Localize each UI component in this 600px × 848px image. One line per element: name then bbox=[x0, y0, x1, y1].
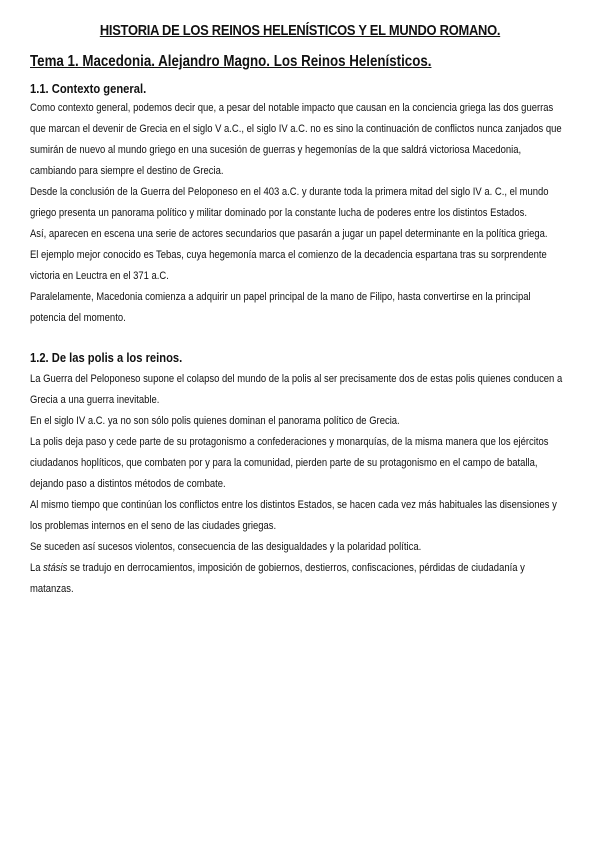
section-heading-contexto: 1.1. Contexto general. bbox=[30, 81, 147, 96]
paragraph: La polis deja paso y cede parte de su protagonismo a confederaciones y monarquías, de la misma manera que los ejércitos ciudadanos hoplíticos, que combaten por y para la comunidad, pierden parte de su protagonismo en el campo de batalla, dejando paso a distintos métodos de combate. bbox=[30, 436, 549, 490]
paragraph: Al mismo tiempo que continúan los conflictos entre los distintos Estados, se hacen cada vez más habituales las disensiones y los problemas internos en el seno de las ciudades griegas. bbox=[30, 499, 557, 532]
paragraph-stasis bbox=[30, 558, 568, 600]
italic-term: stásis bbox=[43, 562, 68, 574]
paragraph: La Guerra del Peloponeso supone el colapso del mundo de la polis al ser precisamente dos de estas polis quienes conducen a Grecia a una guerra inevitable. bbox=[30, 373, 563, 406]
paragraph: Desde la conclusión de la Guerra del Peloponeso en el 403 a.C. y durante toda la primera mitad del siglo IV a. C., el mundo griego presenta un panorama político y militar dominado por la constante lucha de poderes entre los distintos Estados. bbox=[30, 186, 549, 219]
text-span: se tradujo en derrocamientos, imposición de gobiernos, destierros, confiscaciones, pérdidas de ciudadanía y matanzas. bbox=[30, 562, 525, 595]
section-heading-polis: 1.2. De las polis a los reinos. bbox=[30, 350, 183, 365]
paragraph: El ejemplo mejor conocido es Tebas, cuya hegemonía marca el comienzo de la decadencia espartana tras su sorprendente victoria en Leuctra en el 371 a.C. bbox=[30, 249, 547, 282]
text-span: La bbox=[30, 562, 44, 574]
paragraph: Como contexto general, podemos decir que, a pesar del notable impacto que causan en la conciencia griega las dos guerras que marcan el devenir de Grecia en el siglo V a.C., el siglo IV a.C. no es sino la continuación de conflictos nunca zanjados que sumirán de nuevo al mundo griego en una sucesión de guerras y hegemonías de la que saldrá victoriosa Macedonia, cambiando para siempre el destino de Grecia. bbox=[30, 102, 562, 177]
paragraph: Se suceden así sucesos violentos, consecuencia de las desigualdades y la polaridad política. bbox=[30, 541, 422, 553]
paragraph: Paralelamente, Macedonia comienza a adquirir un papel principal de la mano de Filipo, hasta convertirse en la principal potencia del momento. bbox=[30, 291, 531, 324]
paragraph: En el siglo IV a.C. ya no son sólo polis quienes dominan el panorama político de Grecia. bbox=[30, 415, 400, 427]
document-title: HISTORIA DE LOS REINOS HELENÍSTICOS Y EL MUNDO ROMANO. bbox=[99, 22, 501, 39]
tema-heading: Tema 1. Macedonia. Alejandro Magno. Los Reinos Helenísticos. bbox=[30, 53, 432, 70]
paragraph: Así, aparecen en escena una serie de actores secundarios que pasarán a jugar un papel determinante en la política griega. bbox=[30, 228, 548, 240]
